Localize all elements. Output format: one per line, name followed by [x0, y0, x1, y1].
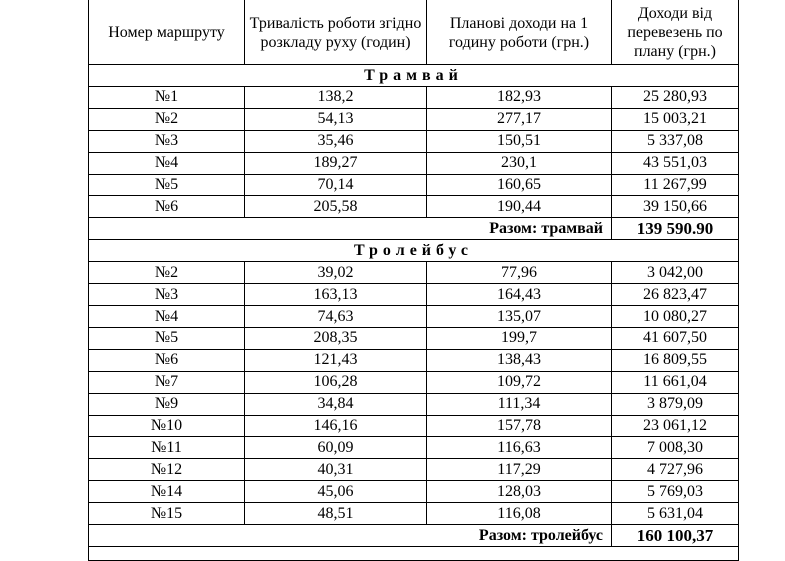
- work-hours-cell: 34,84: [245, 393, 427, 415]
- route-number-cell: №2: [89, 108, 245, 130]
- planned-rate-cell: 277,17: [427, 108, 612, 130]
- planned-rate-cell: 116,08: [427, 503, 612, 525]
- planned-income-cell: 26 823,47: [612, 284, 739, 306]
- planned-rate-cell: 135,07: [427, 306, 612, 328]
- route-number-cell: №7: [89, 371, 245, 393]
- table-row: [89, 306, 739, 328]
- work-hours-cell: 60,09: [245, 437, 427, 459]
- work-hours-cell: 205,58: [245, 196, 427, 218]
- route-number-cell: №5: [89, 328, 245, 350]
- route-number-cell: №11: [89, 437, 245, 459]
- planned-income-cell: 5 337,08: [612, 130, 739, 152]
- table-row: [89, 108, 739, 130]
- table-row: [89, 152, 739, 174]
- planned-income-cell: 5 631,04: [612, 503, 739, 525]
- work-hours-cell: 208,35: [245, 328, 427, 350]
- planned-income-cell: 11 661,04: [612, 371, 739, 393]
- table-row: [89, 415, 739, 437]
- route-number-cell: №9: [89, 393, 245, 415]
- table-row: [89, 196, 739, 218]
- planned-rate-cell: 157,78: [427, 415, 612, 437]
- planned-rate-cell: 111,34: [427, 393, 612, 415]
- planned-rate-cell: 116,63: [427, 437, 612, 459]
- route-number-cell: №4: [89, 152, 245, 174]
- work-hours-cell: 106,28: [245, 371, 427, 393]
- section-title: Тролейбус: [89, 240, 739, 262]
- route-number-cell: №14: [89, 481, 245, 503]
- route-number-cell: №15: [89, 503, 245, 525]
- table-row: [89, 174, 739, 196]
- table-row: [89, 349, 739, 371]
- route-number-cell: №2: [89, 262, 245, 284]
- work-hours-cell: 121,43: [245, 349, 427, 371]
- route-number-cell: №6: [89, 349, 245, 371]
- route-number-cell: №3: [89, 284, 245, 306]
- section-total-label: Разом: трамвай: [89, 218, 612, 240]
- planned-income-cell: 3 879,09: [612, 393, 739, 415]
- planned-income-cell: 16 809,55: [612, 349, 739, 371]
- planned-rate-cell: 128,03: [427, 481, 612, 503]
- route-number-cell: №5: [89, 174, 245, 196]
- route-number-cell: №10: [89, 415, 245, 437]
- planned-income-cell: 4 727,96: [612, 459, 739, 481]
- planned-rate-cell: 160,65: [427, 174, 612, 196]
- planned-rate-cell: 164,43: [427, 284, 612, 306]
- planned-income-cell: 3 042,00: [612, 262, 739, 284]
- route-number-cell: №4: [89, 306, 245, 328]
- planned-income-cell: 5 769,03: [612, 481, 739, 503]
- table-row: [89, 130, 739, 152]
- section-title: Трамвай: [89, 65, 739, 87]
- work-hours-cell: 40,31: [245, 459, 427, 481]
- planned-income-cell: 41 607,50: [612, 328, 739, 350]
- table-row: [89, 262, 739, 284]
- work-hours-cell: 163,13: [245, 284, 427, 306]
- planned-income-cell: 23 061,12: [612, 415, 739, 437]
- section-title-row: [89, 240, 739, 262]
- header-planned-income: Доходи від перевезень по плану (грн.): [612, 0, 739, 65]
- work-hours-cell: 189,27: [245, 152, 427, 174]
- work-hours-cell: 70,14: [245, 174, 427, 196]
- planned-rate-cell: 182,93: [427, 87, 612, 109]
- planned-rate-cell: 109,72: [427, 371, 612, 393]
- work-hours-cell: 146,16: [245, 415, 427, 437]
- table-row: [89, 459, 739, 481]
- planned-income-cell: 7 008,30: [612, 437, 739, 459]
- table-row: [89, 371, 739, 393]
- work-hours-cell: 138,2: [245, 87, 427, 109]
- planned-rate-cell: 230,1: [427, 152, 612, 174]
- planned-rate-cell: 199,7: [427, 328, 612, 350]
- work-hours-cell: 39,02: [245, 262, 427, 284]
- planned-rate-cell: 138,43: [427, 349, 612, 371]
- table-header-row: [89, 0, 739, 65]
- section-total-value: 139 590.90: [612, 218, 739, 240]
- planned-income-cell: 11 267,99: [612, 174, 739, 196]
- planned-income-cell: 25 280,93: [612, 87, 739, 109]
- header-route-number: Номер маршруту: [89, 0, 245, 65]
- work-hours-cell: 35,46: [245, 130, 427, 152]
- section-total-row: [89, 218, 739, 240]
- header-work-duration: Тривалість роботи згідно розкладу руху (годин): [245, 0, 427, 65]
- planned-income-cell: 10 080,27: [612, 306, 739, 328]
- work-hours-cell: 74,63: [245, 306, 427, 328]
- table-row: [89, 284, 739, 306]
- planned-income-cell: 39 150,66: [612, 196, 739, 218]
- section-title-row: [89, 65, 739, 87]
- table-row: [89, 437, 739, 459]
- table-row: [89, 393, 739, 415]
- header-planned-rate: Планові доходи на 1 годину роботи (грн.): [427, 0, 612, 65]
- planned-rate-cell: 190,44: [427, 196, 612, 218]
- planned-rate-cell: 150,51: [427, 130, 612, 152]
- route-number-cell: №1: [89, 87, 245, 109]
- section-total-row: [89, 525, 739, 547]
- table-row: [89, 481, 739, 503]
- planned-rate-cell: 77,96: [427, 262, 612, 284]
- section-total-label: Разом: тролейбус: [89, 525, 612, 547]
- section-total-value: 160 100,37: [612, 525, 739, 547]
- work-hours-cell: 48,51: [245, 503, 427, 525]
- work-hours-cell: 45,06: [245, 481, 427, 503]
- table-row: [89, 87, 739, 109]
- route-income-table: [88, 0, 739, 561]
- work-hours-cell: 54,13: [245, 108, 427, 130]
- table-row: [89, 328, 739, 350]
- planned-rate-cell: 117,29: [427, 459, 612, 481]
- planned-income-cell: 15 003,21: [612, 108, 739, 130]
- route-number-cell: №12: [89, 459, 245, 481]
- planned-income-cell: 43 551,03: [612, 152, 739, 174]
- table-row: [89, 503, 739, 525]
- route-number-cell: №6: [89, 196, 245, 218]
- route-number-cell: №3: [89, 130, 245, 152]
